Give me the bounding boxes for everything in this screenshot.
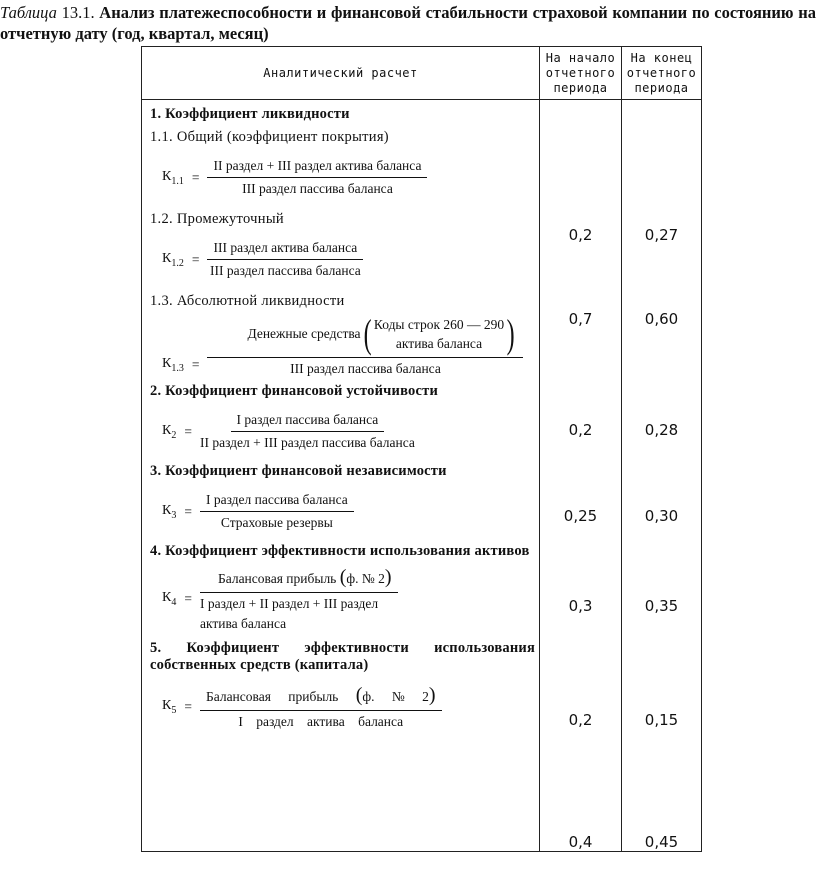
formula-cell [142, 100, 540, 852]
equals-sign: = [184, 591, 192, 606]
formula [162, 492, 535, 531]
value-s5-end: 0,45 [644, 833, 679, 851]
value-s5-start: 0,4 [568, 833, 593, 851]
equals-sign: = [184, 423, 192, 439]
end-values-cell [622, 100, 702, 852]
numerator: Балансовая прибыль (ф. № 2) [200, 566, 398, 593]
numerator [207, 311, 523, 358]
subsection-title: 1.1. Общий (коэффициент покрытия) [150, 129, 389, 145]
denominator-line2: актива баланса [199, 616, 287, 631]
coef-symbol: $К_4$ [162, 590, 177, 608]
fraction [207, 311, 523, 377]
coef-symbol: $К_{1.2}$ [162, 250, 184, 269]
formula [162, 240, 535, 279]
header-calc: Аналитический расчет [142, 47, 540, 100]
fraction [200, 566, 398, 632]
numerator-main: Балансовая прибыль [217, 571, 337, 586]
subsection-title: 1.2. Промежуточный [150, 211, 284, 227]
section-title: 1. Коэффициент ликвидности [150, 106, 350, 122]
value-s13-start: 0,2 [568, 421, 593, 439]
equals-sign: = [191, 251, 200, 267]
equals-sign: = [191, 169, 200, 185]
fraction [200, 684, 442, 730]
formula [162, 311, 535, 377]
numerator: I раздел пассива баланса [200, 492, 354, 512]
coef-symbol: $К_5$ [162, 698, 177, 716]
value-s4-start: 0,2 [568, 711, 593, 729]
value-s11-end: 0,27 [644, 226, 679, 244]
ratio-table [141, 46, 702, 852]
section-title: 5. Коэффициент эффективности использования собственных средств (капитала) [150, 640, 535, 673]
numerator: III раздел актива баланса [207, 240, 363, 260]
left-paren: ( [363, 311, 372, 356]
section-title: 4. Коэффициент эффективности использования активов [150, 543, 530, 559]
numerator-paren-line1: Коды строк 260 — 290 [373, 317, 505, 332]
numerator: I раздел пассива баланса [231, 412, 385, 432]
fraction [200, 492, 354, 531]
coef-symbol: $К_3$ [162, 502, 177, 521]
denominator: III раздел пассива баланса [290, 361, 441, 376]
section-title: 2. Коэффициент финансовой устойчивости [150, 383, 438, 399]
coef-symbol: $К_{1.1}$ [162, 168, 184, 187]
formula [162, 684, 535, 730]
formula [162, 412, 535, 451]
coef-symbol: $К_{1.3}$ [162, 355, 184, 374]
formula [162, 158, 535, 197]
denominator: I раздел актива баланса [238, 714, 404, 729]
denominator-line1: I раздел + II раздел + III раздел [199, 596, 379, 611]
subsection-title: 1.3. Абсолютной ликвидности [150, 293, 345, 309]
table-caption [0, 2, 816, 44]
value-s3-start: 0,3 [568, 597, 593, 615]
fraction [207, 240, 363, 279]
numerator-paren: ф. № 2 [362, 689, 429, 704]
caption-number: 13.1. [61, 3, 95, 22]
numerator-paren-line2: актива баланса [395, 336, 483, 351]
value-s13-end: 0,28 [644, 421, 679, 439]
equals-sign: = [184, 699, 192, 714]
value-s4-end: 0,15 [644, 711, 679, 729]
fraction [200, 412, 415, 451]
caption-label: Таблица [0, 3, 57, 22]
header-end: На конец отчетного периода [622, 47, 702, 100]
denominator [200, 593, 378, 632]
denominator: Страховые резервы [220, 515, 333, 530]
coef-symbol: $К_2$ [162, 422, 177, 441]
numerator: II раздел + III раздел актива баланса [207, 158, 427, 178]
header-row [142, 47, 702, 100]
numerator-main: Денежные средства [247, 326, 361, 341]
header-start: На начало отчетного периода [540, 47, 622, 100]
equals-sign: = [184, 503, 192, 519]
numerator: Балансовая прибыль (ф. № 2) [200, 684, 442, 711]
value-s12-end: 0,60 [644, 310, 679, 328]
denominator: III раздел пассива баланса [242, 181, 393, 196]
value-s12-start: 0,7 [568, 310, 593, 328]
right-paren: ) [506, 311, 515, 356]
section-title: 3. Коэффициент финансовой независимости [150, 463, 447, 479]
value-s2-end: 0,30 [644, 507, 679, 525]
denominator: III раздел пассива баланса [210, 263, 361, 278]
value-s3-end: 0,35 [644, 597, 679, 615]
equals-sign: = [191, 356, 200, 372]
value-s2-start: 0,25 [563, 507, 598, 525]
formula [162, 566, 535, 632]
numerator-paren: ф. № 2 [346, 571, 385, 586]
start-values-cell [540, 100, 622, 852]
numerator-main: Балансовая прибыль [205, 689, 339, 704]
table-row [142, 100, 702, 852]
denominator: II раздел + III раздел пассива баланса [199, 435, 415, 450]
value-s11-start: 0,2 [568, 226, 593, 244]
caption-title: Анализ платежеспособности и финансовой стабильности страховой компании по состоянию на отчетную дату (год, квартал, месяц) [0, 3, 816, 43]
fraction [207, 158, 427, 197]
